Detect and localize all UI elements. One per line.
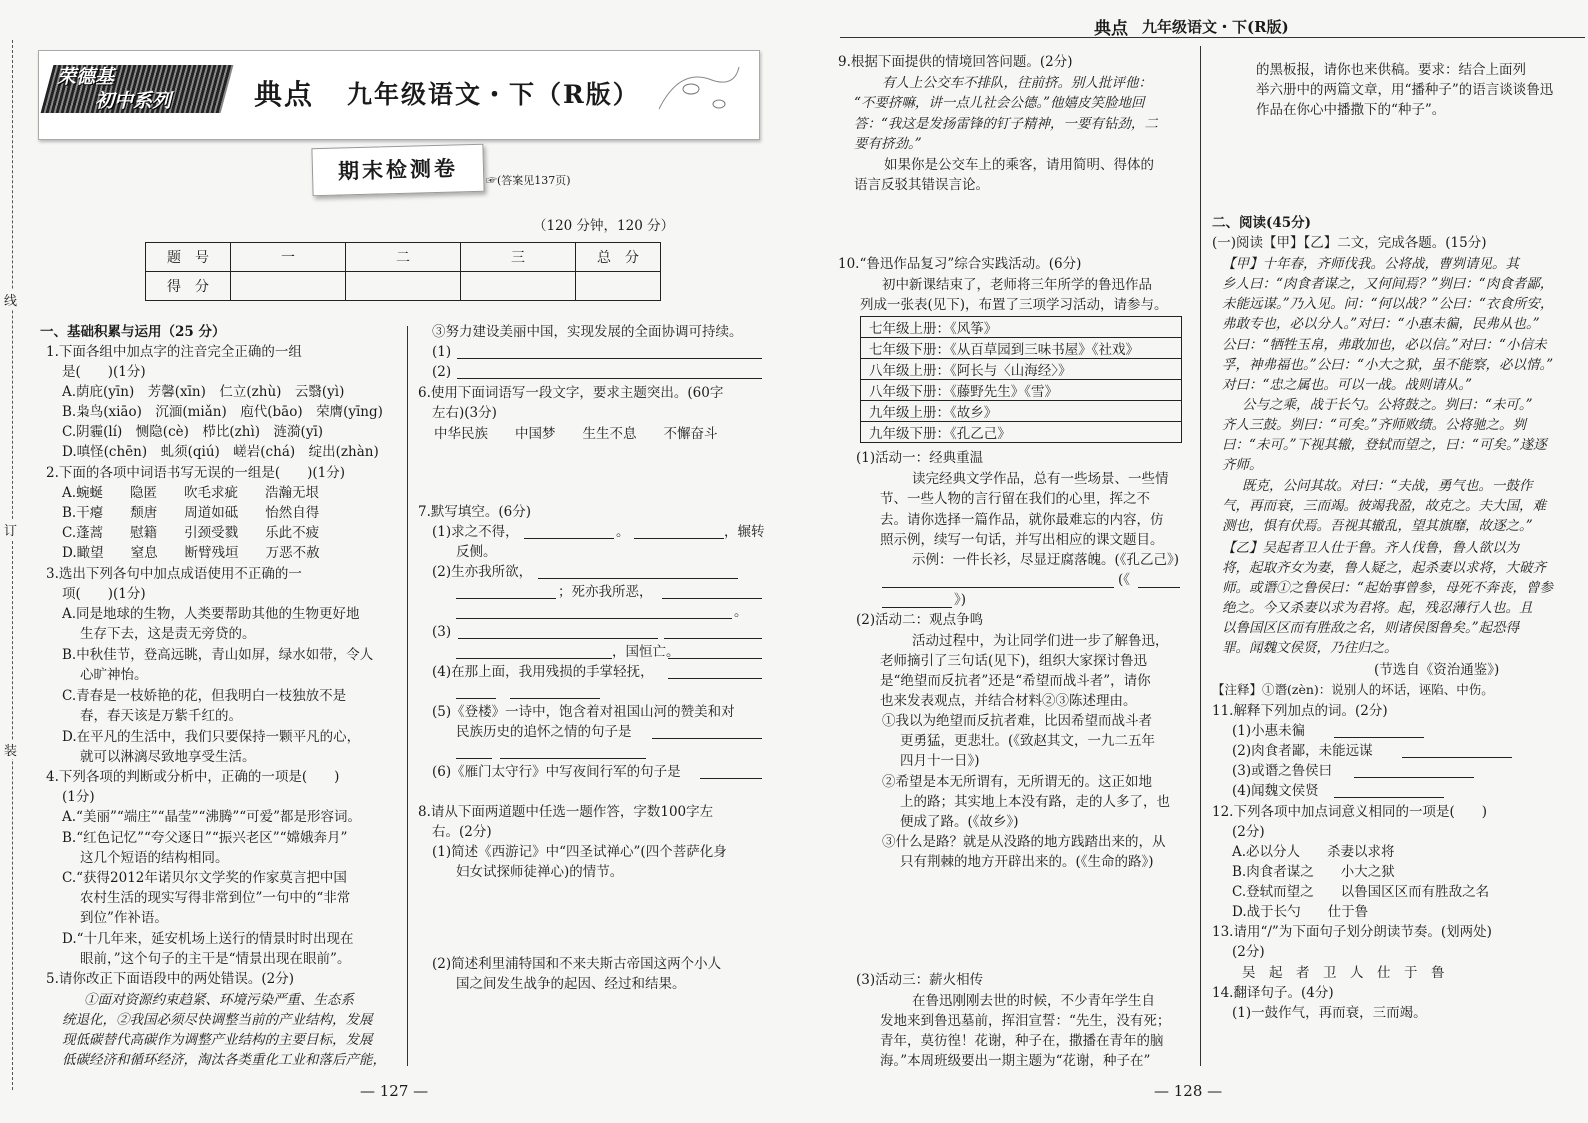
- series-logo-line1: 荣德基: [57, 66, 115, 88]
- score-cell[interactable]: [346, 272, 461, 301]
- activity-text: 在鲁迅刚刚去世的时候，不少青年学生自: [912, 993, 1155, 1009]
- source-citation: (节选自《资治通鉴》): [1374, 662, 1500, 678]
- passage-text: 公曰：“牺牲玉帛，弗敢加也，必以信。”对曰：“小信未: [1222, 337, 1547, 353]
- option-text: B.肉食者谋之 小大之狱: [1232, 864, 1395, 880]
- score-header-1: 一: [231, 243, 346, 272]
- quote-text: 更勇猛，更悲壮。(《致赵其文，一九二五年: [900, 733, 1156, 749]
- activity-text: 作品在你心中播撒下的“种子”。: [1256, 102, 1446, 118]
- option-text: C.青春是一枝娇艳的花，但我明白一枝独放不是: [62, 688, 347, 704]
- answer-blank[interactable]: [668, 664, 762, 679]
- fill-text: 反侧。: [456, 544, 497, 560]
- question-item: (4)闻魏文侯贤: [1232, 783, 1319, 799]
- fill-text: ；死亦我所恶，: [558, 584, 653, 600]
- question-text: 4.下列各项的判断或分析中，正确的一项是( ): [46, 769, 340, 785]
- answer-blank[interactable]: [1334, 783, 1444, 798]
- quote-text: ①我以为绝望而反抗者难，比因希望而战斗者: [882, 713, 1152, 729]
- answer-blank[interactable]: [668, 644, 762, 659]
- option-text: 就可以淋漓尽致地享受生活。: [80, 749, 256, 765]
- table-row: 八年级下册：《藤野先生》《雪》: [861, 380, 1182, 401]
- passage-text: 现低碳替代高碳作为调整产业结构的主要目标，发展: [62, 1032, 373, 1048]
- option-text: B.“红色记忆”“夸父逐日”“振兴老区”“嫦娥奔月”: [62, 830, 348, 846]
- passage-text: 曰：“未可。”下视其辙，登轼而望之，曰：“可矣。”遂逐: [1222, 437, 1547, 453]
- option-text: 农村生活的现实写得非常到位”一句中的“非常: [80, 890, 351, 906]
- question-text: 11.解释下列加点的词。(2分): [1212, 703, 1388, 719]
- fill-text: 。: [734, 604, 748, 620]
- page-number: — 127 —: [360, 1082, 429, 1100]
- answer-blank[interactable]: [662, 584, 762, 599]
- question-text: 语言反驳其错误言论。: [854, 177, 989, 193]
- fill-text: (2)生亦我所欲，: [432, 564, 533, 580]
- question-text: 8.请从下面两道题中任选一题作答，字数100字左: [418, 804, 714, 820]
- passage-text: 弗敢专也，必以分人。”对曰：“小惠未徧，民弗从也。”: [1222, 316, 1540, 332]
- answer-blank[interactable]: [700, 764, 762, 779]
- passage-text: 未能远谋。”乃入见。问：“何以战？”公曰：“衣食所安，: [1222, 296, 1554, 312]
- option-text: 眼前，”这个句子的主干是“情景出现在眼前”。: [80, 951, 351, 967]
- word-list: 中华民族 中国梦 生生不息 不懈奋斗: [434, 426, 718, 442]
- score-header-3: 三: [461, 243, 576, 272]
- answer-blank[interactable]: [456, 644, 612, 659]
- passage-text: 气，再而衰，三而竭。彼竭我盈，故克之。夫大国，难: [1222, 498, 1546, 514]
- passage-text: 答：“我这是发扬雷锋的钉子精神，一要有钻劲，二: [854, 116, 1158, 132]
- passage-text: 孚，神弗福也。”公曰：“小大之狱，虽不能察，必以情。”: [1222, 357, 1554, 373]
- answer-blank[interactable]: [456, 604, 732, 619]
- activity-text: 老师摘引了三句话(见下)，组织大家探讨鲁迅: [880, 653, 1148, 669]
- section-heading: 一、基础积累与运用（25 分）: [40, 324, 226, 340]
- activity-heading: (2)活动二：观点争鸣: [856, 612, 984, 628]
- option-text: C.登轼而望之 以鲁国区区而有胜敌之名: [1232, 884, 1490, 900]
- answer-blank[interactable]: [456, 584, 556, 599]
- question-item: (3)或谮之鲁侯曰: [1232, 763, 1333, 779]
- question-text: 7.默写填空。(6分): [418, 504, 532, 520]
- question-item: (2)肉食者鄙，未能远谋: [1232, 743, 1373, 759]
- series-logo: [57, 65, 171, 113]
- passage-text: “不要挤嘛，讲一点儿社会公德。”他嬉皮笑脸地回: [854, 95, 1145, 111]
- question-text: (1)简述《西游记》中“四圣试禅心”(四个菩萨化身: [432, 844, 727, 860]
- quote-text: 四月十一日》): [900, 753, 980, 769]
- passage-text: 以鲁国区区而有胜敌之名，则诸侯图鲁矣。”起恐得: [1222, 620, 1520, 636]
- passage-text: 有人上公交车不排队，往前挤。别人批评他：: [882, 75, 1152, 91]
- option-text: A.同是地球的生物，人类要帮助其他的生物更好地: [62, 606, 360, 622]
- question-text: 是( )(1分): [62, 364, 146, 380]
- activity-text: 照示例，续写一句话，并写出相应的课文题目。: [880, 532, 1164, 548]
- option-text: A.荫庇(yīn) 芳馨(xīn) 仁立(zhù) 云翳(yì): [62, 384, 345, 400]
- header-title: 九年级语文・下(R版): [1142, 18, 1289, 36]
- passage-text: 统退化，②我国必须尽快调整当前的产业结构，发展: [62, 1012, 373, 1028]
- question-text: (2)简述利里浦特国和不来夫斯古帝国这两个小人: [432, 956, 722, 972]
- answer-blank[interactable]: [538, 564, 738, 579]
- activity-text: 海。”本周班级要出一期主题为“花谢，种子在”: [880, 1053, 1151, 1069]
- passage-text: 齐师。: [1222, 457, 1263, 473]
- question-item: (1)小惠未徧: [1232, 723, 1306, 739]
- option-text: C.蓬蒿 慰籍 引颈受戮 乐此不疲: [62, 525, 320, 541]
- option-text: 到位”作补语。: [80, 910, 168, 926]
- passage-text: 【乙】吴起者卫人仕于鲁。齐人伐鲁，鲁人欲以为: [1222, 540, 1519, 556]
- fill-text: (5)《登楼》一诗中，饱含着对祖国山河的赞美和对: [432, 704, 735, 720]
- passage-text: 绝之。今又杀妻以求为君将。起，残忍薄行人也。且: [1222, 600, 1533, 616]
- score-header-total: 总 分: [576, 243, 661, 272]
- exam-title: 期末检测卷: [311, 144, 484, 196]
- answer-blank[interactable]: [882, 593, 952, 608]
- activity-text: 示例：一件长衫，尽显迂腐落魄。(《孔乙己》): [912, 552, 1180, 568]
- answer-blank[interactable]: [510, 684, 600, 699]
- answer-blank[interactable]: [1138, 573, 1180, 588]
- question-text: 5.请你改正下面语段中的两处错误。(2分): [46, 971, 295, 987]
- activity-text: 也来发表观点，并结合材料②③陈述理由。: [880, 693, 1137, 709]
- option-text: D.“十几年来，延安机场上送行的情景时时出现在: [62, 931, 354, 947]
- series-logo-line2: 初中系列: [95, 90, 172, 112]
- activity-text: 青年，莫彷徨！花谢，种子在，撒播在青年的脑: [880, 1033, 1164, 1049]
- quote-text: 上的路；其实地上本没有路，走的人多了，也: [900, 794, 1170, 810]
- question-text: 2.下面的各项中词语书写无误的一组是( )(1分): [46, 465, 346, 481]
- passage-text: 齐人三鼓。刿曰：“可矣。”齐师败绩。公将驰之。刿: [1222, 417, 1527, 433]
- fill-text: ，辗转: [724, 524, 765, 540]
- passage-text: 对曰：“忠之属也。可以一战。战则请从。”: [1222, 377, 1473, 393]
- option-text: 心旷神怡。: [80, 667, 148, 683]
- annotation-note: 【注释】①谮(zèn)：说别人的坏话，诬陷、中伤。: [1212, 682, 1494, 697]
- activity-heading: (1)活动一：经典重温: [856, 450, 984, 466]
- question-text: 6.使用下面词语写一段文字，要求主题突出。(60字: [418, 385, 724, 401]
- option-text: 春，春天该是万紫千红的。: [80, 708, 242, 724]
- option-text: 生存下去，这是责无旁贷的。: [80, 626, 256, 642]
- quote-text: 只有荆棘的地方开辟出来的。(《生命的路》): [900, 854, 1154, 870]
- question-text: 国之间发生战争的起因、经过和结果。: [456, 976, 686, 992]
- binding-line: [12, 40, 13, 1090]
- option-text: C.阴霾(lí) 恻隐(cè) 栉比(zhì) 涟漪(yī): [62, 424, 324, 440]
- table-row: 七年级上册：《风筝》: [861, 317, 1182, 338]
- answer-blank[interactable]: [457, 364, 762, 379]
- header-rule: [840, 37, 1585, 38]
- question-text: 10.“鲁迅作品复习”综合实践活动。(6分): [838, 256, 1082, 272]
- column-divider: [1200, 46, 1201, 1066]
- passage-text: 既克，公问其故。对曰：“夫战，勇气也。一鼓作: [1242, 478, 1533, 494]
- passage-text: 罪。闻魏文侯贤，乃往归之。: [1222, 640, 1398, 656]
- answer-blank[interactable]: [456, 684, 496, 699]
- answer-blank[interactable]: [882, 573, 1114, 588]
- passage-text: 将，起取齐女为妻，鲁人疑之，起杀妻以求将，大破齐: [1222, 560, 1546, 576]
- reading-instruction: (一)阅读【甲】【乙】二文，完成各题。(15分): [1212, 235, 1487, 251]
- fill-text: 》): [954, 592, 967, 608]
- activity-text: 活动过程中，为让同学们进一步了解鲁迅，: [912, 633, 1169, 649]
- answer-blank[interactable]: [524, 524, 614, 539]
- passage-text: ①面对资源约束趋紧、环境污染严重、生态系: [84, 992, 354, 1008]
- question-text: 左右)(3分): [432, 405, 497, 421]
- score-header-2: 二: [346, 243, 461, 272]
- passage-text: 低碳经济和循环经济，淘汰各类重化工业和落后产能，: [62, 1052, 386, 1068]
- sentence-to-mark: 吴 起 者 卫 人 仕 于 鲁: [1242, 965, 1445, 981]
- passage-text: ③努力建设美丽中国，实现发展的全面协调可持续。: [432, 324, 743, 340]
- question-text: (1分): [62, 789, 95, 805]
- answer-blank[interactable]: [458, 624, 658, 639]
- answer-label: (2): [432, 364, 452, 380]
- answer-blank[interactable]: [457, 344, 762, 359]
- table-row: 七年级下册：《从百草园到三味书屋》《社戏》: [861, 338, 1182, 359]
- question-text: 12.下列各项中加点词意义相同的一项是( ): [1212, 804, 1488, 820]
- question-text: 列成一张表(见下)，布置了三项学习活动，请参与。: [860, 297, 1168, 313]
- score-row-label: 得 分: [146, 272, 231, 301]
- fill-text: (《: [1118, 572, 1131, 588]
- option-text: A.必以分人 杀妻以求将: [1232, 844, 1395, 860]
- option-text: B.中秋佳节，登高远眺，青山如屏，绿水如带，令人: [62, 647, 374, 663]
- activity-text: 节、一些人物的言行留在我们的心里，挥之不: [880, 491, 1150, 507]
- answer-blank[interactable]: [1402, 743, 1512, 758]
- passage-text: 【甲】十年春，齐师伐我。公将战，曹刿请见。其: [1222, 256, 1519, 272]
- table-row: 九年级下册：《孔乙己》: [861, 422, 1182, 443]
- answer-blank[interactable]: [456, 744, 492, 759]
- option-text: 这几个短语的结构相同。: [80, 850, 229, 866]
- option-text: D.战于长勺 仕于鲁: [1232, 904, 1369, 920]
- question-text: 初中新课结束了，老师将三年所学的鲁迅作品: [882, 277, 1152, 293]
- question-text: 1.下面各组中加点字的注音完全正确的一组: [46, 344, 302, 360]
- brand-logo: 典点: [254, 78, 315, 111]
- activity-text: 举六册中的两篇文章，用“播种子”的语言谈谈鲁迅: [1256, 82, 1554, 98]
- question-text: (2分): [1232, 944, 1265, 960]
- score-cell[interactable]: [461, 272, 576, 301]
- section-heading: 二、阅读(45分): [1212, 215, 1312, 231]
- quote-text: 便成了路。(《故乡》): [900, 814, 1019, 830]
- table-row: 九年级上册：《故乡》: [861, 401, 1182, 422]
- answer-blank[interactable]: [634, 524, 724, 539]
- question-text: 9.根据下面提供的情境回答问题。(2分): [838, 54, 1073, 70]
- activity-text: 发地来到鲁迅墓前，挥泪宣誓：“先生，没有死；: [880, 1013, 1171, 1029]
- answer-blank[interactable]: [1334, 723, 1424, 738]
- lu-xun-works-table: [860, 316, 1182, 443]
- table-row: 八年级上册：《阿长与〈山海经〉》: [861, 359, 1182, 380]
- score-header-label: 题 号: [146, 243, 231, 272]
- answer-blank[interactable]: [664, 624, 762, 639]
- quote-text: ②希望是本无所谓有，无所谓无的。这正如地: [882, 774, 1152, 790]
- question-text: 右。(2分): [432, 824, 492, 840]
- fill-text: (4)在那上面，我用残损的手掌轻抚，: [432, 664, 654, 680]
- score-table: [145, 242, 661, 301]
- question-item: (1)一鼓作气，再而衰，三而竭。: [1232, 1005, 1427, 1021]
- activity-text: 是“绝望而反抗者”还是“希望而战斗者”，请你: [880, 673, 1151, 689]
- activity-heading: (3)活动三：薪火相传: [856, 972, 984, 988]
- option-text: C.“获得2012年诺贝尔文学奖的作家莫言把中国: [62, 870, 347, 886]
- passage-text: 乡人曰：“肉食者谋之，又何间焉？”刿曰：“肉食者鄙，: [1222, 276, 1554, 292]
- option-text: D.嗔怪(chēn) 虬须(qiú) 嵯岩(chá) 绽出(zhàn): [62, 444, 379, 460]
- activity-text: 的黑板报，请你也来供稿。要求：结合上面列: [1256, 62, 1526, 78]
- score-cell[interactable]: [576, 272, 661, 301]
- passage-text: 师。或谮①之鲁侯曰：“起始事曾参，母死不奔丧，曾参: [1222, 580, 1553, 596]
- question-text: 3.选出下列各句中加点成语使用不正确的一: [46, 566, 302, 582]
- question-text: 项( )(1分): [62, 586, 146, 602]
- column-divider: [407, 326, 408, 1066]
- right-page: [794, 0, 1588, 1123]
- fill-text: (6)《雁门太守行》中写夜间行军的句子是: [432, 764, 681, 780]
- option-text: D.在平凡的生活中，我们只要保持一颗平凡的心，: [62, 729, 361, 745]
- spine-label-line: 线: [4, 290, 17, 309]
- spine-label-bind: 装: [4, 740, 17, 759]
- question-text: 妇女试探师徒禅心)的情节。: [456, 864, 624, 880]
- option-text: B.枭鸟(xiāo) 沉湎(miǎn) 庖代(bāo) 荣膺(yīng): [62, 404, 383, 420]
- question-text: 如果你是公交车上的乘客，请用简明、得体的: [884, 157, 1154, 173]
- fill-text: (3): [432, 624, 452, 640]
- option-text: B.干瘪 颓唐 周道如砥 怡然自得: [62, 505, 320, 521]
- quote-text: ③什么是路？就是从没路的地方践踏出来的，从: [882, 834, 1166, 850]
- answer-blank[interactable]: [652, 724, 762, 739]
- option-text: A.“美丽”“端庄”“晶莹”“沸腾”“可爱”都是形容词。: [62, 809, 362, 825]
- passage-text: 公与之乘，战于长勺。公将鼓之。刿曰：“未可。”: [1242, 397, 1533, 413]
- option-text: A.蜿蜒 隐匿 吹毛求疵 浩瀚无垠: [62, 485, 320, 501]
- answer-blank[interactable]: [500, 744, 646, 759]
- passage-text: 测也，惧有伏焉。吾视其辙乱，望其旗靡，故逐之。”: [1222, 518, 1533, 534]
- activity-text: 读完经典文学作品，总有一些场景、一些情: [912, 471, 1169, 487]
- butterfly-decoration-icon: [639, 59, 749, 129]
- passage-text: 要有挤劲。”: [854, 136, 922, 152]
- time-score: （120 分钟，120 分）: [533, 218, 675, 234]
- header-banner: [38, 50, 760, 140]
- option-text: D.瞰望 窒息 断臂残垣 万恶不赦: [62, 545, 320, 561]
- question-text: 13.请用“/”为下面句子划分朗读节奏。(划两处): [1212, 924, 1492, 940]
- activity-text: 去。请你选择一篇作品，就你最难忘的内容，仿: [880, 512, 1164, 528]
- score-cell[interactable]: [231, 272, 346, 301]
- answer-blank[interactable]: [1354, 763, 1474, 778]
- answer-label: (1): [432, 344, 452, 360]
- spine-label-order: 订: [4, 520, 17, 539]
- fill-text: 。: [616, 524, 630, 540]
- answer-reference: ☞(答案见137页): [486, 174, 571, 187]
- book-title: 九年级语文・下（R版）: [347, 80, 640, 109]
- fill-text: ，国恒亡。: [612, 644, 680, 660]
- question-text: 14.翻译句子。(4分): [1212, 985, 1334, 1001]
- page-number: — 128 —: [1154, 1082, 1223, 1100]
- header-brand: 典点: [1094, 19, 1128, 39]
- fill-text: (1)求之不得，: [432, 524, 519, 540]
- fill-text: 民族历史的追怀之情的句子是: [456, 724, 632, 740]
- question-text: (2分): [1232, 824, 1265, 840]
